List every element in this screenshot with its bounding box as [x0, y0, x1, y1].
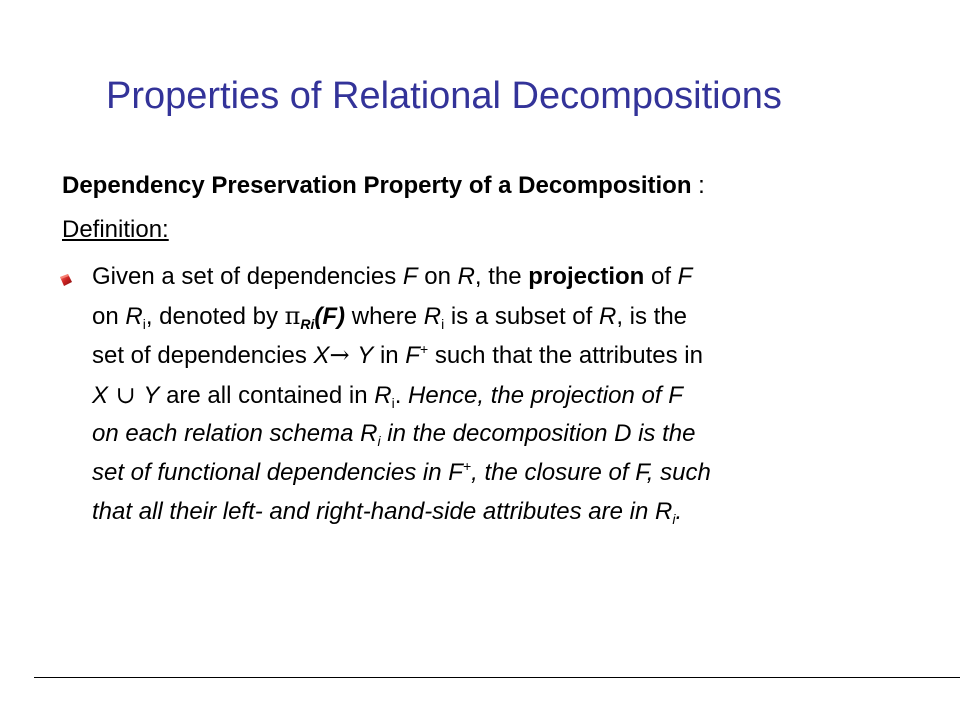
section-heading — [62, 168, 922, 204]
bullet-line-7: that all their left- and right-hand-side attributes are in $R_i$. — [92, 497, 683, 527]
red-square-bullet-icon — [58, 272, 74, 288]
bullet-line-6: set of functional dependencies in F+, the closure of F, such — [92, 457, 711, 486]
section-heading-suffix: : — [691, 172, 705, 199]
union-symbol: ∪ — [108, 380, 144, 409]
bullet-body-text — [92, 258, 942, 531]
projection-term: projection — [528, 263, 645, 290]
bullet-line-4: X ∪ Y are all contained in $R_i$. Hence, the projection of F — [92, 380, 683, 411]
bullet-line-1: Given a set of dependencies F on R, the projection of F — [92, 263, 693, 290]
pi-symbol: π — [284, 301, 301, 330]
bullet-line-2: on $R_i$, denoted by $\pi_{Ri}(F)$ where $R_i$ is a subset of R, is the — [92, 301, 688, 332]
section-heading-bold: Dependency Preservation Property of a Decomposition — [62, 172, 692, 199]
slide-title: Properties of Relational Decompositions — [106, 75, 782, 117]
bullet-line-5: on each relation schema $R_i$ in the decomposition D is the — [92, 420, 696, 450]
arrow-symbol: → — [329, 341, 358, 370]
footer-divider — [34, 677, 960, 678]
definition-label: Definition: — [62, 216, 169, 243]
bullet-line-3: set of dependencies X→ Y in F+ such that the attributes in — [92, 341, 703, 370]
